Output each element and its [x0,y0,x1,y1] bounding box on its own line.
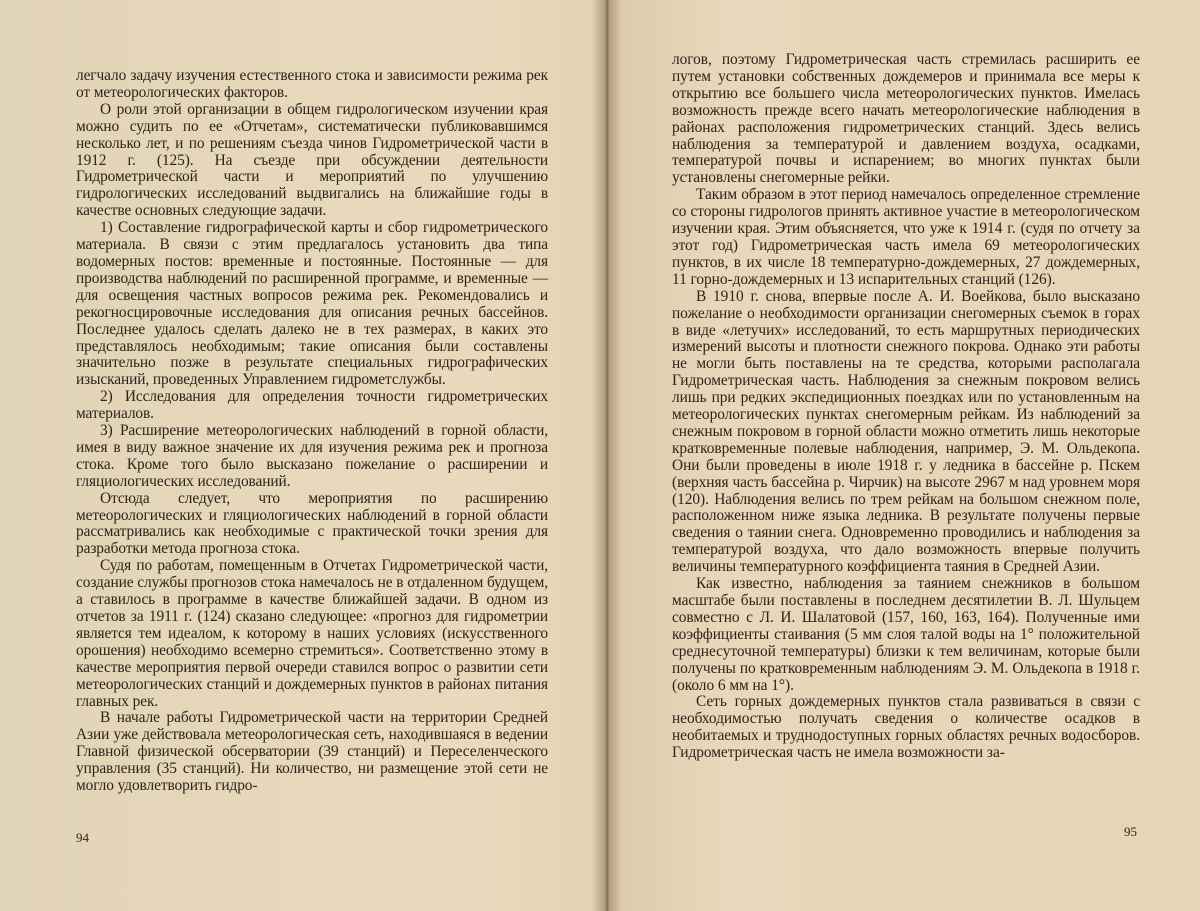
paragraph: В начале работы Гидрометрической части на территории Средней Азии уже действовала метеорологическая сеть, находившаяся в ведении Главной физической обсерватории (39 станций) и Переселенческого управления (35 станций). Ни количество, ни размещение этой сети не могло удовлетворить гидро- [76,709,548,795]
paragraph: Сеть горных дождемерных пунктов стала развиваться в связи с необходимостью получать сведения о количестве осадков в необитаемых и труднодоступных горных областях речных водосборов. Гидрометрическая часть не имела возможности за- [672,693,1140,762]
paragraph: 2) Исследования для определения точности гидрометрических материалов. [76,388,548,423]
paragraph: логов, поэтому Гидрометрическая часть стремилась расширить ее путем установки собственных дождемеров и принимала все меры к открытию все большего числа метеорологических пунктов. Имелась возможность прежде всего начать метеорологические наблюдения в районах расположения гидрометрических станций. Здесь велись наблюдения за температурой и давлением воздуха, осадками, температурой почвы и испарением; во многих пунктах были установлены снегомерные рейки. [672,51,1140,187]
paragraph: Как известно, наблюдения за таянием снежников в большом масштабе были поставлены в последнем десятилетии В. Л. Шульцем совместно с Л. И. Шалатовой (157, 160, 163, 164). Полученные ими коэффициенты стаивания (5 мм слоя талой воды на 1° положительной среднесуточной температуры) близки к тем величинам, которые были получены по кратковременным наблюдениям Э. М. Ольдекопа в 1918 г. (около 6 мм на 1°). [672,575,1140,694]
right-page-text [672,52,1140,762]
paragraph: Таким образом в этот период намечалось определенное стремление со стороны гидрологов принять активное участие в метеорологическом изучении края. Этим объясняется, что уже к 1914 г. (судя по отчету за этот год) Гидрометрическая часть имела 69 метеорологических пунктов, в их числе 18 температурно-дождемерных, 27 дождемерных, 11 горно-дождемерных и 13 испарительных станций (126). [672,186,1140,288]
left-page-text [76,68,548,795]
paragraph: Отсюда следует, что мероприятия по расширению метеорологических и гляциологических наблюдений в горной области рассматривались как необходимые с практической точки зрения для разработки метода прогноза стока. [76,489,548,558]
page-number-left: 94 [76,830,89,845]
paragraph: Судя по работам, помещенным в Отчетах Гидрометрической части, создание службы прогнозов стока намечалось не в отдаленном будущем, а ставилось в программе в качестве ближайшей задачи. В одном из отчетов за 1911 г. (124) сказано следующее: «прогноз для гидрометрии является тем идеалом, к которому в наших условиях (искусственного орошения) необходимо всемерно стремиться». Соответственно этому в качестве мероприятия первой очереди ставился вопрос о развитии сети метеорологических станций и дождемерных пунктов в районах питания главных рек. [76,557,548,710]
right-page [610,0,1200,911]
paragraph: О роли этой организации в общем гидрологическом изучении края можно судить по ее «Отчетам», систематически публиковавшимся несколько лет, и по решениям съезда чинов Гидрометрической части в 1912 г. (125). На съезде при обсуждении деятельности Гидрометрической части и мероприятий по улучшению гидрологических исследований выдвигались на ближайшие годы в качестве основных следующие задачи. [76,100,548,220]
paragraph: легчало задачу изучения естественного стока и зависимости режима рек от метеорологических факторов. [76,67,548,101]
page-number-right: 95 [1124,824,1137,839]
paragraph: 3) Расширение метеорологических наблюдений в горной области, имея в виду важное значение их для изучения режима рек и прогноза стока. Кроме того было высказано пожелание о расширении и гляциологических исследований. [76,422,548,490]
paragraph: В 1910 г. снова, впервые после А. И. Воейкова, было высказано пожелание о необходимости организации снегомерных съемок в горах в виде «летучих» исследований, то есть маршрутных периодических измерений высоты и плотности снежного покрова. Однако эти работы не могли быть поставлены на те средства, которыми располагала Гидрометрическая часть. Наблюдения за снежным покровом велись лишь при редких экспедиционных поездках или по установленным на метеорологических пунктах снегомерным рейкам. Из наблюдений за снежным покровом в горной области можно отметить лишь некоторые кратковременные полевые наблюдения, например, Э. М. Ольдекопа. Они были проведены в июле 1918 г. у ледника в бассейне р. Пскем (верхняя часть бассейна р. Чирчик) на высоте 2967 м над уровнем моря (120). Наблюдения велись по трем рейкам на большом снежном поле, расположенном ниже языка ледника. В результате получены первые сведения о таянии снега. Одновременно проводились и наблюдения за температурой воздуха, что дало возможность впервые получить величины температурного коэффициента таяния в Средней Азии. [672,287,1140,576]
paragraph: 1) Составление гидрографической карты и сбор гидрометрического материала. В связи с этим предлагалось установить два типа водомерных постов: временные и постоянные. Постоянные — для производства наблюдений по расширенной программе, и временные — для освещения частных вопросов режима рек. Рекомендовались и рекогносцировочные исследования для описания речных бассейнов. Последнее удалось сделать далеко не в тех размерах, в каких это представлялось необходимым; такие описания были составлены значительно позже в результате специальных гидрографических изысканий, проведенных Управлением гидрометслужбы. [76,219,548,389]
